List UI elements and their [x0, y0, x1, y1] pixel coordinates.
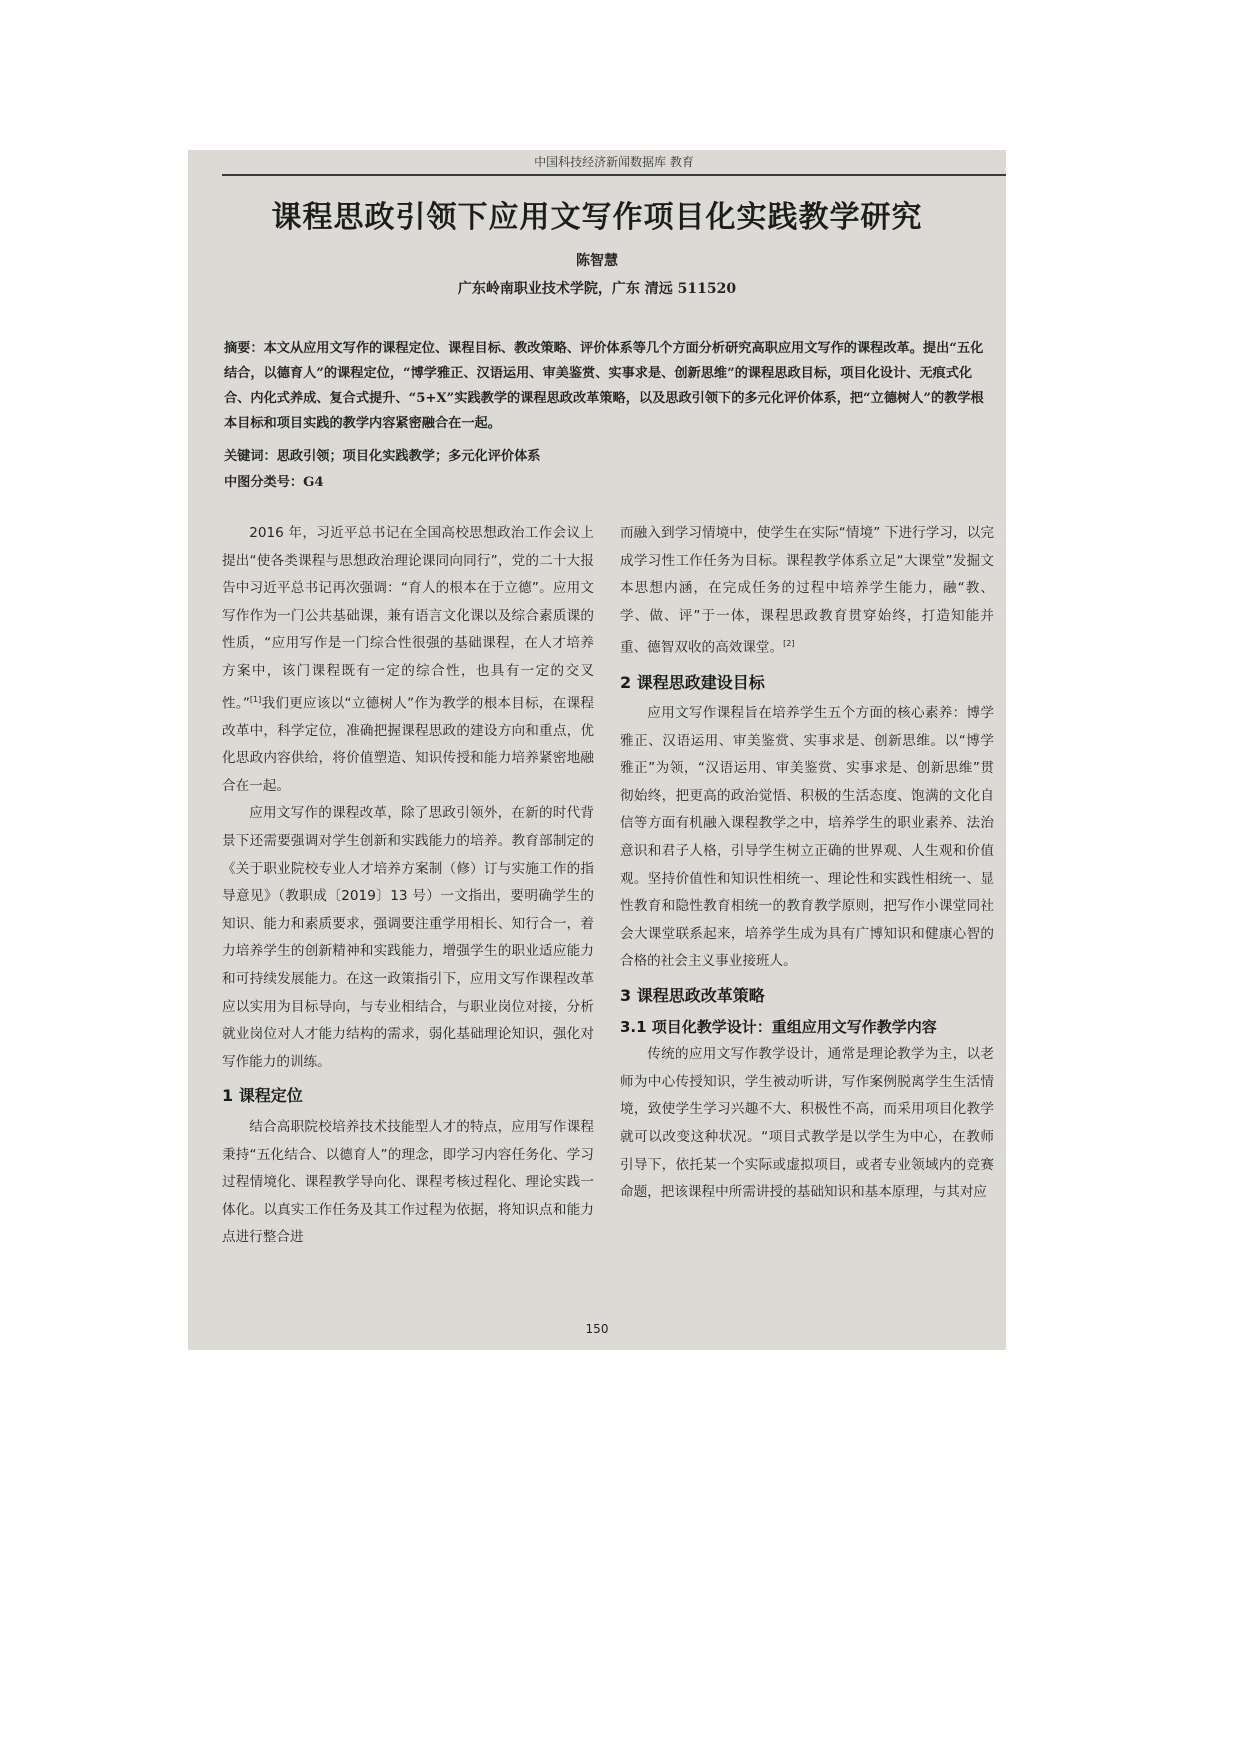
paragraph-text: 2016 年，习近平总书记在全国高校思想政治工作会议上提出“使各类课程与思想政治理论课同向同行”，党的二十大报告中习近平总书记再次强调：“育人的根本在于立德”。应用文写作作为一门公共基础课，兼有语言文化课以及综合素质课的性质，“应用写作是一门综合性很强的基础课程，在人才培养方案中，该门课程既有一定的综合性，也具有一定的交叉性。”: [222, 525, 594, 712]
citation: [1]: [249, 694, 262, 704]
paragraph: [620, 520, 994, 663]
page-number: 150: [585, 1322, 609, 1336]
abstract: [224, 336, 996, 436]
scanned-page: [188, 150, 1006, 1350]
left-column: [222, 520, 594, 1252]
clc-text: G4: [303, 475, 324, 490]
author: 陈智慧: [576, 253, 618, 269]
paragraph-text: 我们更应该以“立德树人”作为教学的根本目标，在课程改革中，科学定位，准确把握课程思政的建设方向和重点，优化思政内容供给，将价值塑造、知识传授和能力培养紧密地融合在一起。: [222, 695, 594, 794]
affiliation: 广东岭南职业技术学院，广东 清远 511520: [457, 281, 737, 297]
abstract-text: 本文从应用文写作的课程定位、课程目标、教改策略、评价体系等几个方面分析研究高职应用文写作的课程改革。提出“五化结合，以德育人”的课程定位，“博学雅正、汉语运用、审美鉴赏、实事求是、创新思维”的课程思政目标，项目化设计、无痕式化合、内化式养成、复合式提升、“5+X”实践教学的课程思政改革策略，以及思政引领下的多元化评价体系，把“立德树人”的教学根本目标和项目实践的教学内容紧密融合在一起。: [224, 341, 984, 431]
section-heading: 1 课程定位: [222, 1086, 303, 1106]
citation: [2]: [783, 639, 795, 649]
abstract-label: 摘要：: [224, 341, 264, 356]
paragraph: 应用文写作的课程改革，除了思政引领外，在新的时代背景下还需要强调对学生创新和实践能力的培养。教育部制定的《关于职业院校专业人才培养方案制（修）订与实施工作的指导意见》（教职成〔2019〕13 号）一文指出，要明确学生的知识、能力和素质要求，强调要注重学用相长、知行合一，着力培养学生的创新精神和实践能力，增强学生的职业适应能力和可持续发展能力。在这一政策指引下，应用文写作课程改革应以实用为目标导向，与专业相结合，与职业岗位对接，分析就业岗位对人才能力结构的需求，弱化基础理论知识，强化对写作能力的训练。: [222, 805, 594, 1070]
classification-number: [224, 470, 996, 495]
paragraph: 传统的应用文写作教学设计，通常是理论教学为主，以老师为中心传授知识，学生被动听讲，写作案例脱离学生生活情境，致使学生学习兴趣不大、积极性不高，而采用项目化教学就可以改变这种状况。“项目式教学是以学生为中心，在教师引导下，依托某一个实际或虚拟项目，或者专业领域内的竞赛命题，把该课程中所需讲授的基础知识和基本原理，与其对应: [620, 1046, 994, 1201]
keywords: [224, 444, 996, 469]
section-heading: 2 课程思政建设目标: [620, 672, 765, 692]
paragraph-text: 而融入到学习情境中，使学生在实际“情境” 下进行学习，以完成学习性工作任务为目标。课程教学体系立足“大课堂”发掘文本思想内涵，在完成任务的过程中培养学生能力，融“教、学、做、评”于一体，课程思政教育贯穿始终，打造知能并重、德智双收的高效课堂。: [620, 525, 994, 656]
paragraph: [222, 520, 594, 800]
keywords-label: 关键词：: [224, 449, 277, 464]
running-header: 中国科技经济新闻数据库 教育: [222, 152, 1006, 176]
paragraph: 应用文写作课程旨在培养学生五个方面的核心素养：博学雅正、汉语运用、审美鉴赏、实事求是、创新思维。以“博学雅正”为领，“汉语运用、审美鉴赏、实事求是、创新思维”贯彻始终，把更高的政治觉悟、积极的生活态度、饱满的文化自信等方面有机融入课程教学之中，培养学生的职业素养、法治意识和君子人格，引导学生树立正确的世界观、人生观和价值观。坚持价值性和知识性相统一、理论性和实践性相统一、显性教育和隐性教育相统一的教育教学原则，把写作小课堂同社会大课堂联系起来，培养学生成为具有广博知识和健康心智的合格的社会主义事业接班人。: [620, 705, 994, 970]
clc-label: 中图分类号：: [224, 475, 304, 490]
paragraph: 结合高职院校培养技术技能型人才的特点，应用写作课程秉持“五化结合、以德育人”的理念，即学习内容任务化、学习过程情境化、课程教学导向化、课程考核过程化、理论实践一体化。以真实工作任务及其工作过程为依据，将知识点和能力点进行整合进: [222, 1119, 594, 1246]
right-column: [620, 520, 994, 1207]
subsection-heading: 3.1 项目化教学设计：重组应用文写作教学内容: [620, 1017, 937, 1036]
keywords-text: 思政引领；项目化实践教学；多元化评价体系: [276, 449, 541, 464]
section-heading: 3 课程思政改革策略: [620, 986, 765, 1006]
article-title: 课程思政引领下应用文写作项目化实践教学研究: [271, 200, 923, 235]
